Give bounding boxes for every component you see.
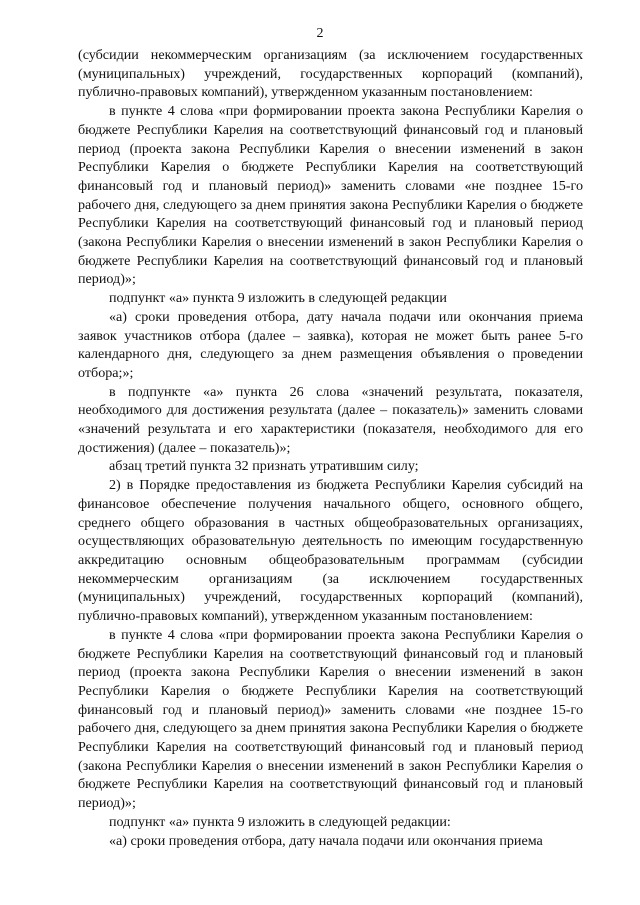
paragraph: «а) сроки проведения отбора, дату начала подачи или окончания приема [109,832,543,849]
paragraph: в подпункте «а» пункта 26 слова «значений результата, показателя, необходимого для достижения результата (далее – показатель)» заменить словами «значений результата и его характеристики (показателя, необходимого для его достижения) (далее – показатель)»; [78,383,583,456]
paragraph: абзац третий пункта 32 признать утратившим силу; [109,458,419,475]
page-number: 2 [316,26,324,41]
paragraph: 2) в Порядке предоставления из бюджета Республики Карелия субсидий на финансовое обеспечение получения начального общего, основного общего, среднего общего образования в частных общеобразовательных организациях, осуществляющих образовательную деятельность по имеющим государственную аккредитацию основным общеобразовательным программам (субсидии некоммерческим организациям (за исключением государственных (муниципальных) учреждений, государственных корпораций (компаний), публично-правовых компаний), утвержденном указанным постановлением: [78,477,583,625]
paragraph: в пункте 4 слова «при формировании проекта закона Республики Карелия о бюджете Республики Карелия на соответствующий финансовый год и плановый период (проекта закона Республики Карелия о внесении изменений в закон Республики Карелия о бюджете Республики Карелия на соответствующий финансовый год и плановый период)» заменить словами «не позднее 15-го рабочего дня, следующего за днем принятия закона Республики Карелия о бюджете Республики Карелия на соответствующий финансовый год и плановый период (закона Республики Карелия о внесении изменений в закон Республики Карелия о бюджете Республики Карелия на соответствующий финансовый год и плановый период)»; [78,626,583,812]
paragraph: подпункт «а» пункта 9 изложить в следующей редакции [109,290,447,307]
paragraph: (субсидии некоммерческим организациям (за исключением государственных (муниципальных) учреждений, государственных корпораций (компаний), публично-правовых компаний), утвержденном указанным постановлением: [78,47,583,101]
paragraph: «а) сроки проведения отбора, дату начала подачи или окончания приема заявок участников отбора (далее – заявка), которая не может быть ранее 5-го календарного дня, следующего за днем размещения объявления о проведении отбора;»; [78,308,583,381]
paragraph: подпункт «а» пункта 9 изложить в следующей редакции: [109,813,451,830]
document-body [78,46,583,850]
paragraph: в пункте 4 слова «при формировании проекта закона Республики Карелия о бюджете Республики Карелия на соответствующий финансовый год и плановый период (проекта закона Республики Карелия о внесении изменений в закон Республики Карелия о бюджете Республики Карелия на соответствующий финансовый год и плановый период)» заменить словами «не позднее 15-го рабочего дня, следующего за днем принятия закона Республики Карелия о бюджете Республики Карелия на соответствующий финансовый год и плановый период (закона Республики Карелия о внесении изменений в закон Республики Карелия о бюджете Республики Карелия на соответствующий финансовый год и плановый период)»; [78,103,583,288]
